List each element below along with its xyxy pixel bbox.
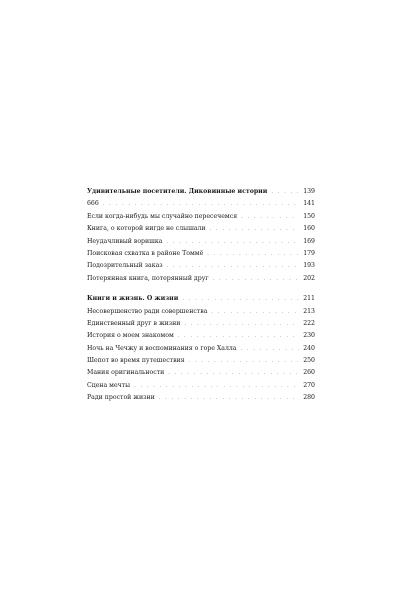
toc-entry[interactable] [87,260,315,272]
toc-page-number: 193 [303,262,315,270]
toc-entry[interactable] [87,343,315,355]
dot-leader [134,380,299,392]
toc-entry-title: Потерянная книга, потерянный друг [87,274,209,282]
toc-section-visitors [87,186,315,285]
toc-entry-title: История о моем знакомом [87,332,174,340]
toc-entry-title: Ночь на Чечжу и воспоминания о горе Халла [87,344,237,352]
toc-page-number: 222 [303,319,315,327]
dot-leader [211,306,299,318]
toc-entry[interactable] [87,198,315,210]
toc-page-number: 280 [303,394,315,402]
dot-leader [271,186,299,198]
toc-section-heading[interactable] [87,293,315,305]
dot-leader [178,330,299,342]
dot-leader [241,343,299,355]
toc-entry-title: Неудачливый воришка [87,237,163,245]
toc-page-number: 260 [303,369,315,377]
toc-entry-title: Ради простой жизни [87,394,155,402]
toc-page-number: 270 [303,381,315,389]
toc-entry-title: Если когда-нибудь мы случайно пересечемся [87,212,238,220]
toc-entry[interactable] [87,211,315,223]
toc-entry-title: Книга, о которой нигде не слышали [87,225,206,233]
toc-page-number: 250 [303,357,315,365]
toc-section-life [87,293,315,405]
dot-leader [167,260,299,272]
table-of-contents [87,186,315,405]
toc-page-number: 179 [303,249,315,257]
toc-page-number: 230 [303,332,315,340]
toc-entry-title: Несовершенство ради совершенства [87,307,208,315]
dot-leader [103,198,299,210]
toc-entry[interactable] [87,223,315,235]
toc-entry[interactable] [87,380,315,392]
toc-entry[interactable] [87,236,315,248]
toc-entry[interactable] [87,367,315,379]
dot-leader [166,236,299,248]
toc-entry-title: Поисковая схватка в районе Томмё [87,249,204,257]
dot-leader [213,273,299,285]
dot-leader [189,355,299,367]
toc-page-number: 211 [303,295,315,303]
toc-entry[interactable] [87,392,315,404]
toc-entry[interactable] [87,330,315,342]
toc-page-number: 160 [303,225,315,233]
toc-entry-title: Сцена мечты [87,381,131,389]
dot-leader [207,248,299,260]
dot-leader [159,392,299,404]
toc-section-heading[interactable] [87,186,315,198]
toc-page-number: 139 [303,188,315,195]
toc-page-number: 240 [303,344,315,352]
toc-entry-title: Шепот во время путешествия [87,357,185,365]
toc-page-number: 202 [303,274,315,282]
toc-page-number: 213 [303,307,315,315]
toc-entry-title: Единственный друг в жизни [87,319,181,327]
toc-entry[interactable] [87,355,315,367]
toc-heading-title: Удивительные посетители. Диковинные истории [87,188,268,195]
toc-entry-title: Подозрительный заказ [87,262,163,270]
dot-leader [184,318,299,330]
dot-leader [182,293,299,305]
toc-entry[interactable] [87,318,315,330]
dot-leader [210,223,299,235]
toc-entry[interactable] [87,273,315,285]
toc-page-number: 141 [303,200,315,208]
toc-heading-title: Книги и жизнь. О жизни [87,295,179,303]
dot-leader [168,367,299,379]
toc-entry-title: 666 [87,200,99,208]
toc-page-number: 150 [303,212,315,220]
toc-entry[interactable] [87,248,315,260]
toc-entry-title: Мания оригинальности [87,369,165,377]
toc-page-number: 169 [303,237,315,245]
dot-leader [241,211,299,223]
toc-entry[interactable] [87,306,315,318]
